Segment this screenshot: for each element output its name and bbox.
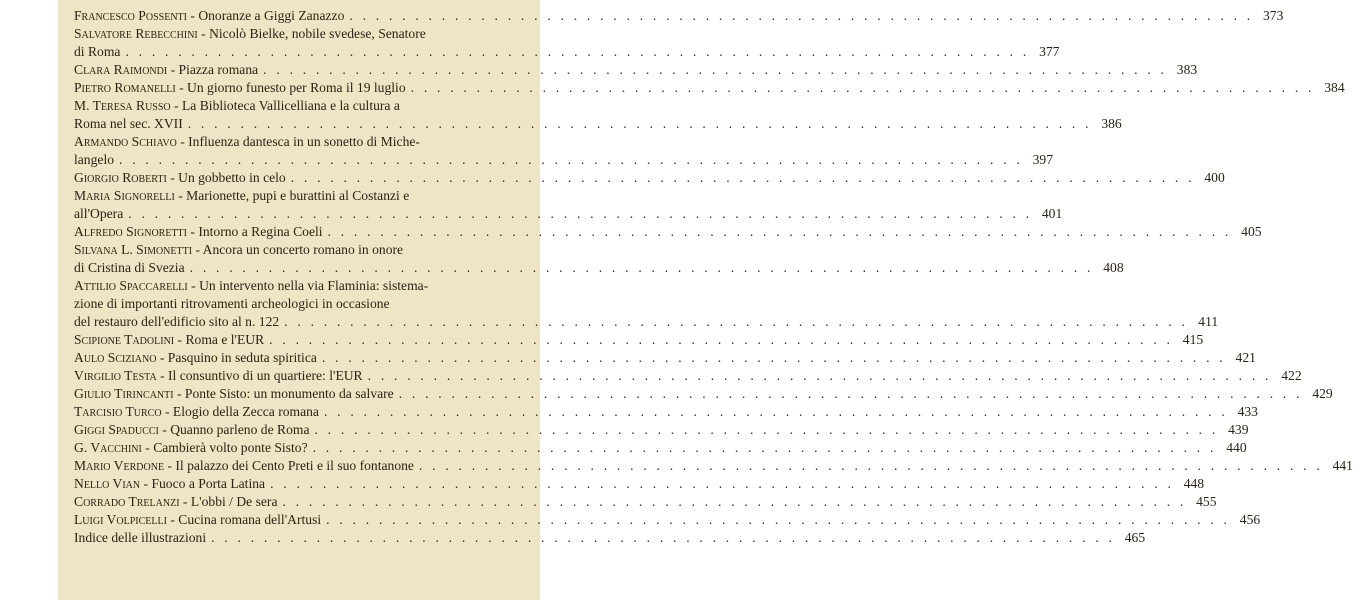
toc-entry-text: Nello Vian - Fuoco a Porta Latina [74, 476, 266, 491]
toc-title: Pasquino in seduta spiritica [167, 350, 317, 365]
toc-author: G. Vacchini [74, 440, 142, 455]
toc-title: Quanno parleno de Roma [170, 422, 310, 437]
toc-entry-line [74, 475, 1205, 493]
toc-entry-text [74, 151, 114, 169]
toc-page-number: 429 [1312, 386, 1333, 401]
toc-author: Attilio Spaccarelli [74, 278, 188, 293]
toc-entry-text: Virgilio Testa - Il consuntivo di un quartiere: l'EUR [74, 368, 363, 383]
dot-leader [270, 475, 1174, 493]
toc-author: Silvana L. Simonetti [74, 242, 193, 257]
toc-entry-line [74, 133, 530, 151]
toc-author: Giggi Spaducci [74, 422, 159, 437]
toc-page-number: 439 [1228, 422, 1249, 437]
toc-entry-line [74, 61, 1198, 79]
toc-entry [74, 97, 1122, 133]
toc-entry-line [74, 529, 1146, 547]
toc-entry-text [74, 529, 206, 547]
toc-page-number: 386 [1101, 116, 1122, 131]
dot-leader [322, 349, 1226, 367]
toc-entry [74, 457, 1353, 475]
toc-entry-line [74, 493, 1217, 511]
toc-entry-text: Aulo Sciziano - Pasquino in seduta spiritica [74, 350, 317, 365]
toc-title: langelo [74, 152, 115, 167]
toc-page-number: 421 [1235, 350, 1256, 365]
toc-entry-text: Francesco Possenti - Onoranze a Giggi Zanazzo [74, 8, 345, 23]
toc-author: Maria Signorelli [74, 188, 175, 203]
toc-page-number: 411 [1198, 314, 1219, 329]
dot-leader [125, 43, 1029, 61]
toc-author: Salvatore Rebecchini [74, 26, 198, 41]
toc-author: Francesco Possenti [74, 8, 187, 23]
toc-entry [74, 187, 1063, 223]
toc-page-number: 373 [1262, 8, 1284, 23]
toc-entry [74, 277, 1219, 331]
toc-title: Cambierà volto ponte Sisto? [153, 440, 308, 455]
toc-entry-text: Alfredo Signoretti - Intorno a Regina Coeli [74, 224, 323, 239]
dot-leader [284, 313, 1188, 331]
toc-author: Pietro Romanelli [74, 80, 176, 95]
toc-entry-text: Corrado Trelanzi - L'obbi / De sera [74, 494, 278, 509]
toc-entry-text: Attilio Spaccarelli - Un intervento nella via Flaminia: sistema- [74, 278, 429, 293]
toc-entry [74, 511, 1261, 529]
toc-entry-text [74, 313, 279, 331]
toc-entry-line [74, 295, 530, 313]
toc-entry-line [74, 331, 1204, 349]
toc-title: di Cristina di Svezia [74, 260, 185, 275]
toc-page-number: 383 [1176, 62, 1198, 77]
toc-page-number: 440 [1226, 440, 1247, 455]
toc-page-number: 397 [1032, 152, 1054, 167]
dot-leader [411, 79, 1315, 97]
toc-author: Luigi Volpicelli [74, 512, 167, 527]
dot-leader [419, 457, 1323, 475]
toc-entry-text: Maria Signorelli - Marionette, pupi e burattini al Costanzi e [74, 188, 410, 203]
toc-title: Roma nel sec. XVII [74, 116, 183, 131]
toc-entry-line [74, 43, 1060, 61]
toc-author: Giorgio Roberti [74, 170, 167, 185]
toc-author: Nello Vian [74, 476, 141, 491]
dot-leader [119, 151, 1023, 169]
toc-entry [74, 331, 1204, 349]
toc-entry-text [74, 295, 390, 313]
toc-entry [74, 169, 1225, 187]
toc-title: Influenza dantesca in un sonetto di Miche- [188, 134, 420, 149]
toc-author: Alfredo Signoretti [74, 224, 187, 239]
toc-entry-line [74, 385, 1333, 403]
toc-entry-text: Scipione Tadolini - Roma e l'EUR [74, 332, 265, 347]
toc-entry-text: Luigi Volpicelli - Cucina romana dell'Artusi [74, 512, 322, 527]
toc-entry [74, 61, 1198, 79]
toc-entry [74, 241, 1124, 277]
dot-leader [399, 385, 1303, 403]
toc-page-number: 377 [1039, 44, 1060, 59]
toc-entry-line [74, 511, 1261, 529]
dot-leader [326, 511, 1230, 529]
toc-title: Indice delle illustrazioni [74, 530, 207, 545]
dot-leader [263, 61, 1167, 79]
dot-leader [368, 367, 1272, 385]
dot-leader [324, 403, 1228, 421]
toc-entry [74, 403, 1258, 421]
dot-leader [128, 205, 1032, 223]
toc-title: all'Opera [74, 206, 124, 221]
toc-title: Il consuntivo di un quartiere: l'EUR [168, 368, 363, 383]
toc-author: Aulo Sciziano [74, 350, 157, 365]
toc-entry-line [74, 439, 1247, 457]
toc-author: Mario Verdone [74, 458, 165, 473]
toc-title: Il palazzo dei Cento Preti e il suo fontanone [175, 458, 414, 473]
toc-title: Nicolò Bielke, nobile svedese, Senatore [209, 26, 426, 41]
toc-entry [74, 385, 1333, 403]
dot-leader [211, 529, 1115, 547]
toc-title: L'obbi / De sera [190, 494, 278, 509]
toc-page-number: 448 [1183, 476, 1205, 491]
toc-entry [74, 493, 1217, 511]
toc-entry-line [74, 169, 1225, 187]
toc-page-number: 422 [1281, 368, 1302, 383]
toc-entry-line [74, 7, 1284, 25]
toc-entry-line [74, 97, 530, 115]
toc-page-number: 384 [1324, 80, 1345, 95]
toc-entry-line [74, 367, 1302, 385]
toc-page-number: 405 [1241, 224, 1262, 239]
dot-leader [190, 259, 1094, 277]
toc-entry-line [74, 259, 1124, 277]
toc-title: Un giorno funesto per Roma il 19 luglio [187, 80, 406, 95]
toc-author: Virgilio Testa [74, 368, 157, 383]
toc-page-number: 465 [1124, 530, 1146, 545]
toc-title: di Roma [74, 44, 121, 59]
dot-leader [314, 421, 1218, 439]
toc-entry-text [74, 43, 120, 61]
toc-title: Intorno a Regina Coeli [198, 224, 323, 239]
toc-page-number: 408 [1103, 260, 1124, 275]
dot-leader [283, 493, 1187, 511]
toc-entry-line [74, 313, 1219, 331]
toc-title: Onoranze a Giggi Zanazzo [198, 8, 345, 23]
toc-entry-line [74, 421, 1249, 439]
toc-entry-text: Salvatore Rebecchini - Nicolò Bielke, nobile svedese, Senatore [74, 26, 426, 41]
toc-entry-text: Clara Raimondi - Piazza romana [74, 62, 259, 77]
dot-leader [291, 169, 1195, 187]
toc-entry-text [74, 205, 123, 223]
table-of-contents [74, 7, 1353, 547]
dot-leader [269, 331, 1173, 349]
toc-entry-text: Giulio Tirincanti - Ponte Sisto: un monumento da salvare [74, 386, 394, 401]
toc-entry [74, 475, 1205, 493]
dot-leader [328, 223, 1232, 241]
toc-entry [74, 421, 1249, 439]
toc-entry-text: Pietro Romanelli - Un giorno funesto per Roma il 19 luglio [74, 80, 406, 95]
toc-title: Elogio della Zecca romana [172, 404, 319, 419]
toc-entry-text: Silvana L. Simonetti - Ancora un concerto romano in onore [74, 242, 404, 257]
toc-entry-line [74, 349, 1256, 367]
toc-entry-line [74, 151, 1054, 169]
toc-entry-line [74, 457, 1353, 475]
toc-entry [74, 223, 1262, 241]
toc-author: Tarcisio Turco [74, 404, 162, 419]
toc-entry-text [74, 259, 185, 277]
toc-entry-text [74, 115, 183, 133]
book-page [58, 0, 1353, 600]
dot-leader [313, 439, 1217, 457]
toc-entry-line [74, 187, 530, 205]
dot-leader [188, 115, 1092, 133]
toc-author: Armando Schiavo [74, 134, 177, 149]
toc-entry [74, 25, 1060, 61]
toc-entry-text: Giggi Spaducci - Quanno parleno de Roma [74, 422, 310, 437]
toc-title: Roma e l'EUR [185, 332, 265, 347]
toc-page-number: 441 [1332, 458, 1353, 473]
toc-title: del restauro dell'edificio sito al n. 122 [74, 314, 280, 329]
toc-title: La Biblioteca Vallicelliana e la cultura a [181, 98, 400, 113]
toc-entry-text: G. Vacchini - Cambierà volto ponte Sisto? [74, 440, 308, 455]
toc-title: Marionette, pupi e burattini al Costanzi e [186, 188, 410, 203]
toc-page-number: 401 [1041, 206, 1063, 221]
toc-entry-line [74, 403, 1258, 421]
toc-entry-text: Tarcisio Turco - Elogio della Zecca romana [74, 404, 319, 419]
toc-title: Un gobbetto in celo [178, 170, 286, 185]
toc-entry-text: M. Teresa Russo - La Biblioteca Vallicelliana e la cultura a [74, 98, 400, 113]
toc-entry-line [74, 277, 530, 295]
toc-entry-line [74, 205, 1063, 223]
toc-title: Ponte Sisto: un monumento da salvare [184, 386, 394, 401]
toc-title: Piazza romana [178, 62, 259, 77]
toc-entry-line [74, 79, 1345, 97]
toc-author: Clara Raimondi [74, 62, 168, 77]
toc-page-number: 433 [1237, 404, 1258, 419]
toc-title: Fuoco a Porta Latina [151, 476, 266, 491]
toc-entry [74, 349, 1256, 367]
toc-page-number: 456 [1239, 512, 1261, 527]
toc-entry [74, 7, 1284, 25]
toc-author: Giulio Tirincanti [74, 386, 174, 401]
toc-entry [74, 439, 1247, 457]
toc-entry [74, 133, 1054, 169]
toc-entry [74, 367, 1302, 385]
toc-entry [74, 529, 1146, 547]
toc-page-number: 455 [1196, 494, 1217, 509]
dot-leader [349, 7, 1253, 25]
toc-entry-text: Mario Verdone - Il palazzo dei Cento Preti e il suo fontanone [74, 458, 414, 473]
toc-title: Ancora un concerto romano in onore [202, 242, 404, 257]
toc-page-number: 415 [1182, 332, 1204, 347]
toc-author: Corrado Trelanzi [74, 494, 180, 509]
toc-entry-line [74, 115, 1122, 133]
toc-title: Cucina romana dell'Artusi [178, 512, 322, 527]
toc-page-number: 400 [1204, 170, 1225, 185]
toc-entry-line [74, 223, 1262, 241]
toc-entry [74, 79, 1345, 97]
toc-entry-line [74, 25, 530, 43]
toc-title: Un intervento nella via Flaminia: sistema- [199, 278, 429, 293]
toc-title: zione di importanti ritrovamenti archeologici in occasione [74, 296, 390, 311]
toc-author: M. Teresa Russo [74, 98, 171, 113]
toc-entry-text: Armando Schiavo - Influenza dantesca in un sonetto di Miche- [74, 134, 420, 149]
toc-entry-text: Giorgio Roberti - Un gobbetto in celo [74, 170, 286, 185]
toc-entry-line [74, 241, 530, 259]
toc-author: Scipione Tadolini [74, 332, 175, 347]
